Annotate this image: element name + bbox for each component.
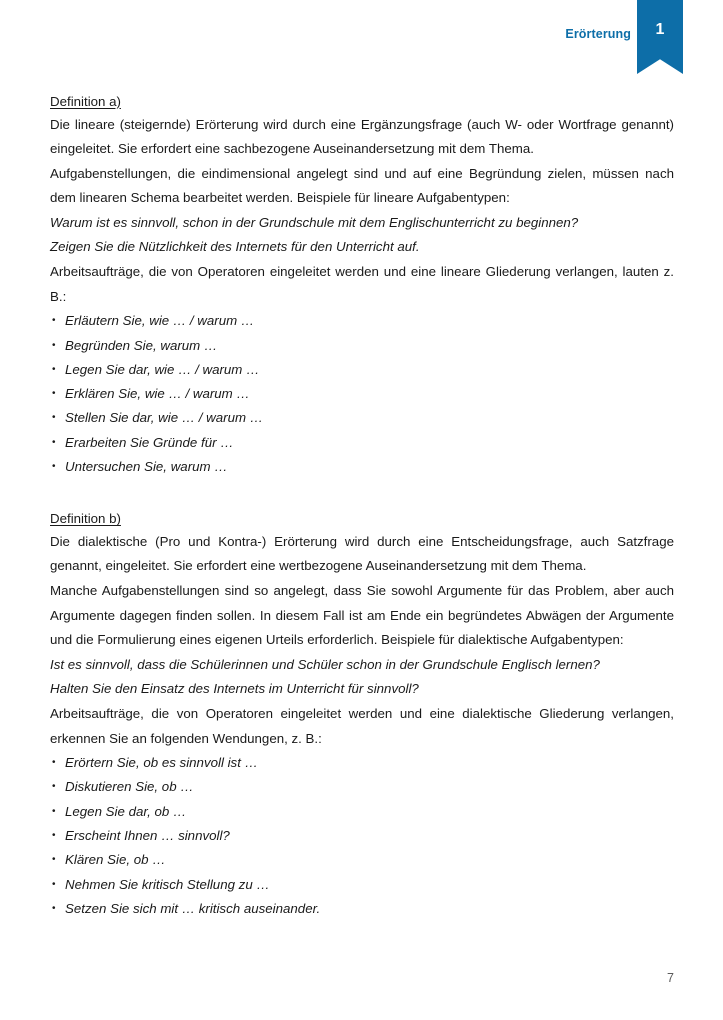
example-sentence: Zeigen Sie die Nützlichkeit des Internets für den Unterricht auf. — [50, 239, 420, 255]
list-item: • Erscheint Ihnen … sinnvoll? — [50, 824, 674, 848]
section-paragraph: Die lineare (steigernde) Erörterung wird durch eine Ergänzungsfrage (auch W- oder Wortfrage genannt) eingeleitet. Sie erfordert eine sachbezogene Auseinandersetzung mit dem Thema. — [50, 116, 674, 157]
section-heading: Definition a) — [50, 94, 121, 109]
section-definition-a — [50, 92, 674, 479]
chapter-label: Erörterung — [565, 27, 631, 41]
section-paragraph: Aufgabenstellungen, die eindimensional angelegt sind und auf eine Begründung zielen, müssen nach dem linearen Schema bearbeitet werden. Beispiele für lineare Aufgabentypen: — [50, 165, 674, 206]
list-item: • Nehmen Sie kritisch Stellung zu … — [50, 873, 674, 897]
section-heading: Definition b) — [50, 511, 121, 527]
section-paragraph: Die dialektische (Pro und Kontra-) Erörterung wird durch eine Entscheidungsfrage, auch Satzfrage genannt, eingeleitet. Sie erfordert eine wertbezogene Auseinandersetzung mit dem Thema. — [50, 533, 674, 574]
list-item: • Untersuchen Sie, warum … — [50, 455, 674, 479]
list-item: • Erörtern Sie, ob es sinnvoll ist … — [50, 751, 674, 775]
document-content — [50, 92, 674, 921]
section-divider — [50, 479, 674, 509]
section-closing-text: Arbeitsaufträge, die von Operatoren eingeleitet werden und eine dialektische Gliederung verlangen, erkennen Sie an folgenden Wendungen, z. B.: — [50, 705, 674, 746]
list-item: • Setzen Sie sich mit … kritisch auseinander. — [50, 897, 674, 921]
example-sentence: Halten Sie den Einsatz des Internets im Unterricht für sinnvoll? — [50, 681, 419, 697]
list-item: • Stellen Sie dar, wie … / warum … — [50, 406, 674, 430]
list-item: • Begründen Sie, warum … — [50, 334, 674, 358]
section-definition-b — [50, 509, 674, 921]
list-item: • Erklären Sie, wie … / warum … — [50, 382, 674, 406]
chapter-number: 1 — [655, 21, 665, 38]
page-number: 7 — [667, 971, 674, 985]
section-closing-text: Arbeitsaufträge, die von Operatoren eingeleitet werden und eine lineare Gliederung verlangen, lauten z. B.: — [50, 264, 674, 304]
operator-list — [50, 309, 674, 479]
list-item: • Legen Sie dar, ob … — [50, 800, 674, 824]
list-item: • Legen Sie dar, wie … / warum … — [50, 358, 674, 382]
example-sentence: Ist es sinnvoll, dass die Schülerinnen und Schüler schon in der Grundschule Englisch lernen? — [50, 656, 600, 672]
list-item: • Erläutern Sie, wie … / warum … — [50, 309, 674, 333]
list-item: • Erarbeiten Sie Gründe für … — [50, 431, 674, 455]
operator-list — [50, 751, 674, 921]
list-item: • Klären Sie, ob … — [50, 848, 674, 872]
page-header — [0, 0, 723, 78]
list-item: • Diskutieren Sie, ob … — [50, 775, 674, 799]
section-paragraph: Manche Aufgabenstellungen sind so angelegt, dass Sie sowohl Argumente für das Problem, aber auch Argumente dagegen finden sollen. In diesem Fall ist am Ende ein begründetes Abwägen der Argumente und die Formulierung eines eigenen Urteils erforderlich. Beispiele für dialektische Aufgabentypen: — [50, 583, 674, 648]
example-sentence: Warum ist es sinnvoll, schon in der Grundschule mit dem Englischunterricht zu beginnen? — [50, 214, 579, 230]
